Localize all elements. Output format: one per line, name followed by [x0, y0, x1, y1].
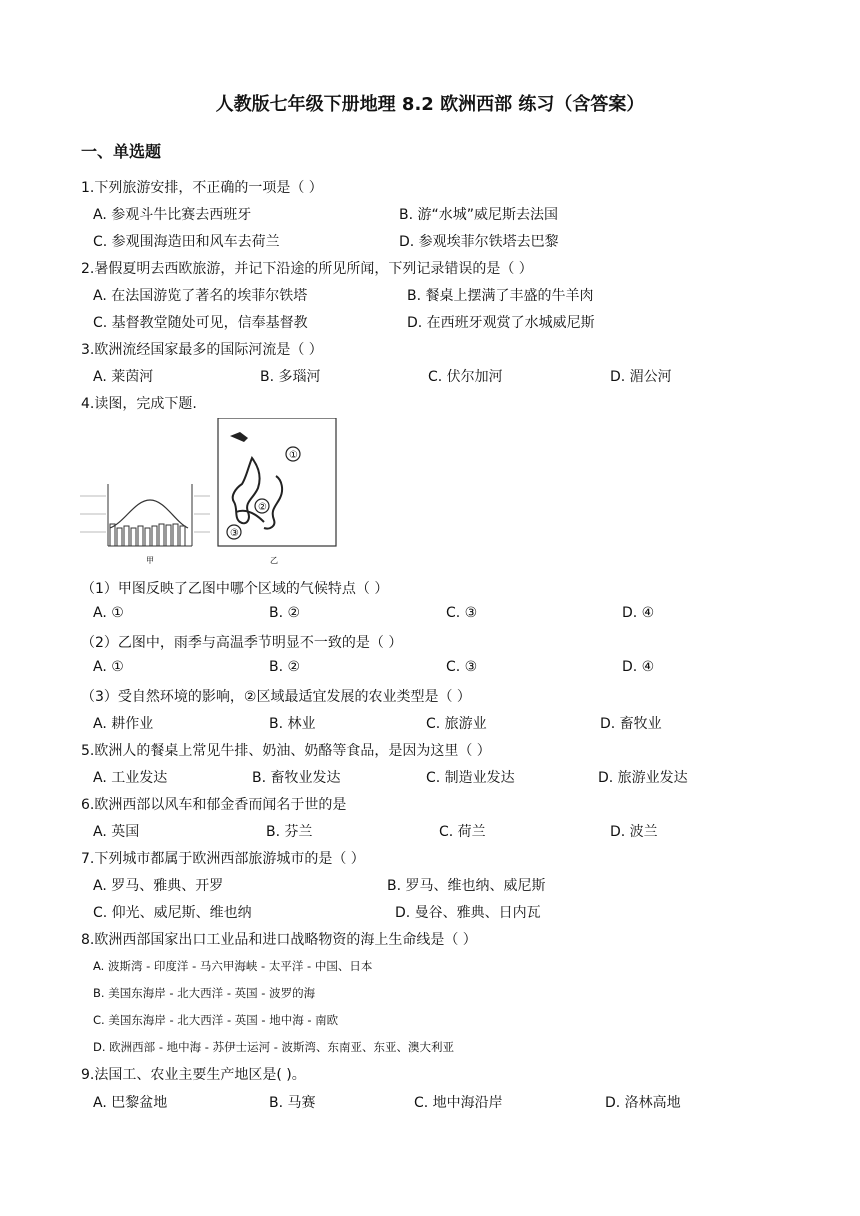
- question-stem: 3.欧洲流经国家最多的国际河流是（ ）: [81, 342, 323, 358]
- option-c[interactable]: C. 旅游业: [426, 716, 487, 732]
- figure-caption-right: 乙: [270, 556, 278, 565]
- option-d[interactable]: D. 畜牧业: [600, 716, 662, 732]
- climate-chart: [80, 484, 210, 565]
- option-c[interactable]: C. 基督教堂随处可见，信奉基督教: [93, 315, 308, 331]
- option-a[interactable]: A. 波斯湾 - 印度洋 - 马六甲海峡 - 太平洋 - 中国、日本: [93, 959, 373, 973]
- option-b[interactable]: B. 多瑙河: [260, 369, 321, 385]
- option-a[interactable]: A. 英国: [93, 824, 140, 840]
- europe-map: [218, 418, 336, 565]
- option-d[interactable]: D. ④: [622, 605, 655, 621]
- option-a[interactable]: A. 耕作业: [93, 716, 154, 732]
- option-d[interactable]: D. 波兰: [610, 824, 658, 840]
- option-b[interactable]: B. 马赛: [269, 1095, 316, 1111]
- question-stem: 5.欧洲人的餐桌上常见牛排、奶油、奶酪等食品，是因为这里（ ）: [81, 743, 491, 759]
- question-stem: 4.读图，完成下题.: [81, 396, 197, 412]
- option-a[interactable]: A. 参观斗牛比赛去西班牙: [93, 207, 252, 223]
- option-b[interactable]: B. 畜牧业发达: [252, 770, 341, 786]
- question-stem: 6.欧洲西部以风车和郁金香而闻名于世的是: [81, 797, 347, 813]
- option-a[interactable]: A. 莱茵河: [93, 369, 154, 385]
- option-a[interactable]: A. ①: [93, 659, 124, 675]
- option-d[interactable]: D. 在西班牙观赏了水城威尼斯: [407, 315, 595, 331]
- option-d[interactable]: D. 湄公河: [610, 369, 672, 385]
- map-marker-1: ①: [289, 450, 298, 461]
- option-b[interactable]: B. ②: [269, 659, 301, 675]
- option-c[interactable]: C. ③: [446, 605, 478, 621]
- option-c[interactable]: C. ③: [446, 659, 478, 675]
- option-d[interactable]: D. 洛林高地: [605, 1095, 681, 1111]
- option-b[interactable]: B. 罗马、维也纳、威尼斯: [387, 878, 546, 894]
- map-marker-3: ③: [230, 528, 239, 539]
- page-title: 人教版七年级下册地理 8.2 欧洲西部 练习（含答案）: [215, 94, 645, 115]
- option-d[interactable]: D. 参观埃菲尔铁塔去巴黎: [399, 234, 559, 250]
- map-marker-2: ②: [258, 502, 267, 513]
- option-b[interactable]: B. 林业: [269, 716, 316, 732]
- question-stem: 7.下列城市都属于欧洲西部旅游城市的是（ ）: [81, 851, 365, 867]
- option-d[interactable]: D. 曼谷、雅典、日内瓦: [395, 905, 541, 921]
- option-c[interactable]: C. 制造业发达: [426, 770, 515, 786]
- option-b[interactable]: B. 美国东海岸 - 北大西洋 - 英国 - 波罗的海: [93, 986, 316, 1000]
- option-b[interactable]: B. 餐桌上摆满了丰盛的牛羊肉: [407, 288, 594, 304]
- option-c[interactable]: C. 美国东海岸 - 北大西洋 - 英国 - 地中海 - 南欧: [93, 1013, 339, 1027]
- question-stem: 8.欧洲西部国家出口工业品和进口战略物资的海上生命线是（ ）: [81, 932, 477, 948]
- figure-caption-left: 甲: [146, 556, 154, 565]
- subquestion-stem: （3）受自然环境的影响，②区域最适宜发展的农业类型是（ ）: [81, 689, 471, 705]
- option-b[interactable]: B. 芬兰: [266, 824, 313, 840]
- question-stem: 9.法国工、农业主要生产地区是( )。: [81, 1067, 306, 1083]
- option-a[interactable]: A. 罗马、雅典、开罗: [93, 878, 224, 894]
- option-a[interactable]: A. ①: [93, 605, 124, 621]
- option-c[interactable]: C. 伏尔加河: [428, 369, 503, 385]
- option-c[interactable]: C. 参观围海造田和风车去荷兰: [93, 234, 280, 250]
- question-stem: 1.下列旅游安排，不正确的一项是（ ）: [81, 180, 323, 196]
- climate-map-figure: [80, 418, 340, 568]
- question-stem: 2.暑假夏明去西欧旅游，并记下沿途的所见所闻，下列记录错误的是（ ）: [81, 261, 533, 277]
- option-c[interactable]: C. 仰光、威尼斯、维也纳: [93, 905, 252, 921]
- option-a[interactable]: A. 工业发达: [93, 770, 168, 786]
- option-c[interactable]: C. 荷兰: [439, 824, 486, 840]
- option-d[interactable]: D. ④: [622, 659, 655, 675]
- option-b[interactable]: B. ②: [269, 605, 301, 621]
- option-a[interactable]: A. 在法国游览了著名的埃菲尔铁塔: [93, 288, 308, 304]
- option-c[interactable]: C. 地中海沿岸: [414, 1095, 503, 1111]
- option-a[interactable]: A. 巴黎盆地: [93, 1095, 168, 1111]
- section-heading: 一、单选题: [81, 142, 162, 161]
- subquestion-stem: （2）乙图中，雨季与高温季节明显不一致的是（ ）: [81, 635, 403, 651]
- option-d[interactable]: D. 旅游业发达: [598, 770, 688, 786]
- option-b[interactable]: B. 游“水城”威尼斯去法国: [399, 207, 559, 223]
- option-d[interactable]: D. 欧洲西部 - 地中海 - 苏伊士运河 - 波斯湾、东南亚、东亚、澳大利亚: [93, 1040, 455, 1054]
- subquestion-stem: （1）甲图反映了乙图中哪个区域的气候特点（ ）: [81, 581, 389, 597]
